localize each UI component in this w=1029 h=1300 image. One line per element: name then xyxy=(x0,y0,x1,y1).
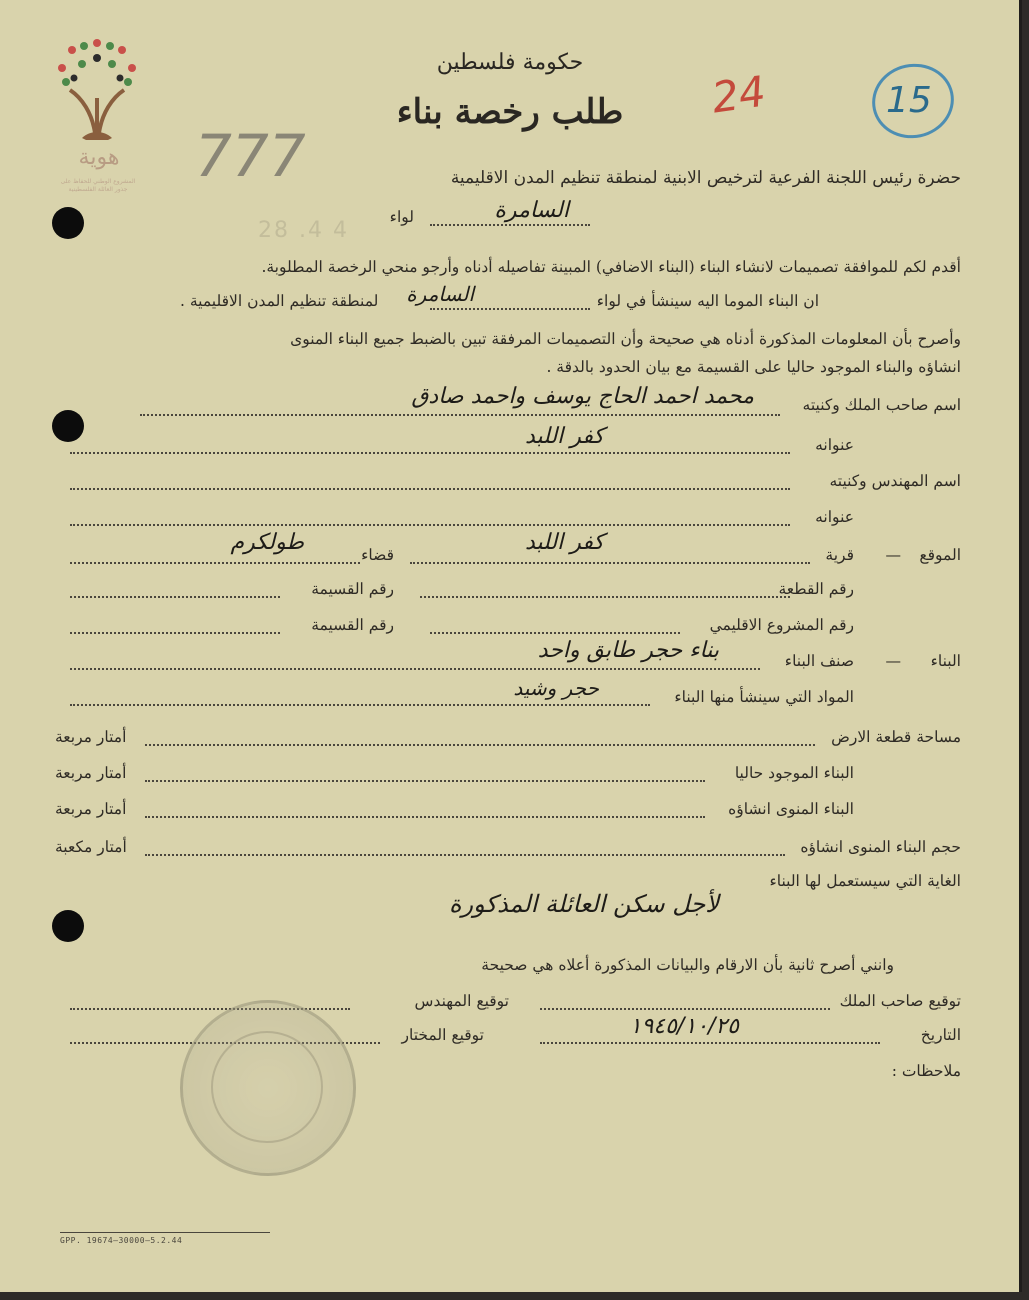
purpose-value: لأجل سكن العائلة المذكورة xyxy=(448,890,719,918)
punch-hole-middle xyxy=(52,410,84,442)
owner-address-dots xyxy=(70,452,790,454)
materials-label: المواد التي سينشأ منها البناء xyxy=(674,688,854,706)
engineer-address-dots xyxy=(70,524,790,526)
paragraph-declaration-2: انشاؤه والبناء الموجود حاليا على القسيمة مع بيان الحدود بالدقة . xyxy=(546,358,961,376)
volume-unit: أمتار مكعبة xyxy=(55,838,127,856)
blue-file-number: 15 xyxy=(886,80,932,121)
materials-dots xyxy=(70,704,650,706)
existing-building-unit: أمتار مربعة xyxy=(55,764,127,782)
building-type-value: بناء حجر طابق واحد xyxy=(537,638,719,663)
existing-building-label: البناء الموجود حاليا xyxy=(734,764,854,782)
logo-name: هوية xyxy=(78,145,120,170)
engineer-dots xyxy=(70,488,790,490)
owner-address-label: عنوانه xyxy=(815,436,854,454)
location-label: الموقع xyxy=(919,546,961,564)
engineer-address-label: عنوانه xyxy=(815,508,854,526)
parcel-label: رقم القسيمة xyxy=(311,580,394,598)
building-dash: — xyxy=(885,652,901,670)
land-area-dots xyxy=(145,744,815,746)
land-area-unit: أمتار مربعة xyxy=(55,728,127,746)
official-seal xyxy=(180,1000,356,1176)
subdistrict-value: طولكرم xyxy=(230,530,304,555)
building-type-dots xyxy=(70,668,760,670)
materials-value: حجر وشيد xyxy=(513,676,599,700)
parcel2-label: رقم القسيمة xyxy=(311,616,394,634)
existing-building-dots xyxy=(145,780,705,782)
regional-project-label: رقم المشروع الاقليمي xyxy=(709,616,854,634)
punch-hole-top xyxy=(52,207,84,239)
footer-rule xyxy=(60,1232,270,1233)
form-title: طلب رخصة بناء xyxy=(396,92,624,132)
location-dash: — xyxy=(885,546,901,564)
faint-date-stamp: 28 .4 4 xyxy=(258,218,349,243)
date-label: التاريخ xyxy=(920,1026,961,1044)
pencil-file-number: 777 xyxy=(195,122,306,190)
paragraph-location-end: لمنطقة تنظيم المدن الاقليمية . xyxy=(180,292,379,310)
parcel2-dots xyxy=(70,632,280,634)
official-seal-inner-ring xyxy=(211,1031,323,1143)
addressee-line: حضرة رئيس اللجنة الفرعية لترخيص الابنية لمنطقة تنظيم المدن الاقليمية xyxy=(450,168,961,188)
district-value: السامرة xyxy=(494,198,569,223)
volume-dots xyxy=(145,854,785,856)
paragraph-location-value: السامرة xyxy=(406,282,474,306)
village-dots xyxy=(410,562,810,564)
notes-label: ملاحظات : xyxy=(891,1062,961,1080)
date-value: ١٩٤٥/١٠/٢٥ xyxy=(629,1014,739,1039)
red-file-number: 24 xyxy=(708,66,769,123)
district-label: لواء xyxy=(389,208,414,226)
declaration-line: وانني أصرح ثانية بأن الارقام والبيانات المذكورة أعلاه هي صحيحة xyxy=(481,956,894,974)
paragraph-request: أقدم لكم للموافقة تصميمات لانشاء البناء (البناء الاضافي) المبينة تفاصيله أدناه وأرجو منحي الرخصة المطلوبة. xyxy=(261,258,961,276)
plot-dots xyxy=(420,596,790,598)
intended-building-unit: أمتار مربعة xyxy=(55,800,127,818)
government-heading: حكومة فلسطين xyxy=(436,50,584,75)
paragraph-location-start: ان البناء الموما اليه سينشأ في لواء xyxy=(596,292,819,310)
engineer-label: اسم المهندس وكنيته xyxy=(829,472,961,490)
date-dots xyxy=(540,1042,880,1044)
building-label: البناء xyxy=(930,652,961,670)
intended-building-dots xyxy=(145,816,705,818)
parcel-dots xyxy=(70,596,280,598)
district-dots xyxy=(430,224,590,226)
volume-label: حجم البناء المنوى انشاؤه xyxy=(800,838,961,856)
plot-label: رقم القطعة xyxy=(778,580,854,598)
owner-signature-dots xyxy=(540,1008,830,1010)
village-value: كفر اللبد xyxy=(524,530,604,555)
owner-address-value: كفر اللبد xyxy=(524,424,604,449)
punch-hole-bottom xyxy=(52,910,84,942)
mukhtar-signature-label: توقيع المختار xyxy=(401,1026,484,1044)
print-code: GPP. 19674—30000—5.2.44 xyxy=(60,1236,183,1245)
building-type-label: صنف البناء xyxy=(784,652,854,670)
logo-subtitle: المشروع الوطني للحفاظ على جذور العائلة الفلسطينية xyxy=(60,178,136,193)
intended-building-label: البناء المنوى انشاؤه xyxy=(728,800,854,818)
engineer-signature-label: توقيع المهندس xyxy=(414,992,509,1010)
purpose-label: الغاية التي سيستعمل لها البناء xyxy=(769,872,961,890)
owner-label: اسم صاحب الملك وكنيته xyxy=(802,396,961,414)
paragraph-declaration-1: وأصرح بأن المعلومات المذكورة أدناه هي صحيحة وأن التصميمات المرفقة تبين بالضبط جميع البناء المنوى xyxy=(290,330,961,348)
land-area-label: مساحة قطعة الارض xyxy=(831,728,961,746)
owner-value: محمد احمد الحاج يوسف واحمد صادق xyxy=(411,384,754,409)
regional-project-dots xyxy=(430,632,680,634)
subdistrict-dots xyxy=(70,562,360,564)
village-label: قرية xyxy=(825,546,854,564)
owner-dots xyxy=(140,414,780,416)
subdistrict-label: قضاء xyxy=(361,546,394,564)
paragraph-location-dots xyxy=(430,308,590,310)
owner-signature-label: توقيع صاحب الملك xyxy=(839,992,961,1010)
